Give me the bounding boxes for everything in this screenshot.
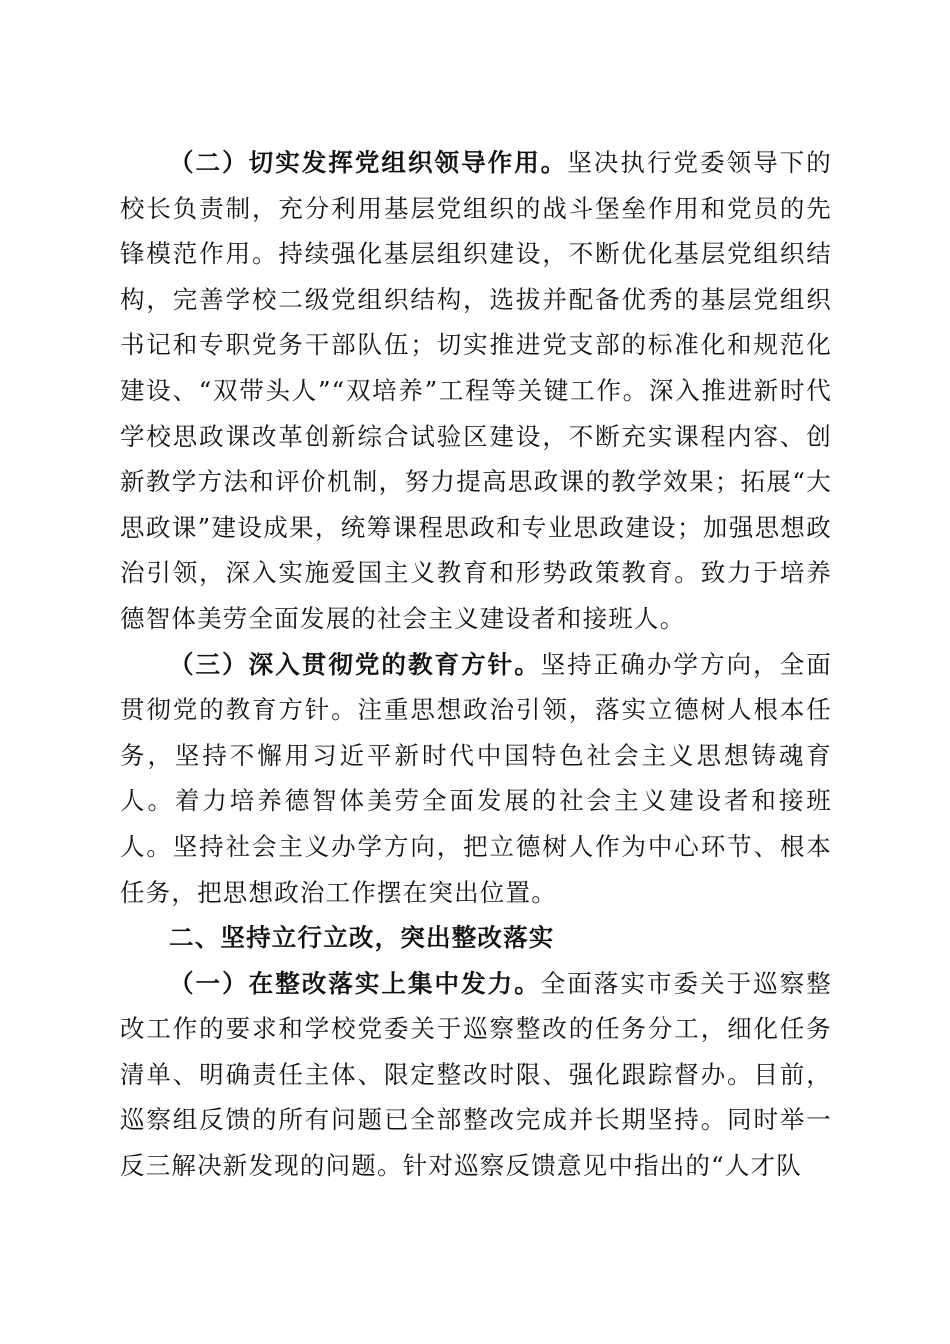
- section-heading: 二、坚持立行立改，突出整改落实: [169, 923, 555, 953]
- paragraph-lead: （三）深入贯彻党的教育方针。: [169, 649, 541, 679]
- paragraph-text: 坚决执行党委领导下的校长负责制，充分利用基层党组织的战斗堡垒作用和党员的先锋模范作用。持续强化基层组织建设，不断优化基层党组织结构，完善学校二级党组织结构，选拔并配备优秀的基层党组织书记和专职党务干部队伍；切实推进党支部的标准化和规范化建设、“双带头人”“双培养”工程等关键工作。深入推进新时代学校思政课改革创新综合试验区建设，不断充实课程内容、创新教学方法和评价机制，努力提高思政课的教学效果；拓展“大思政课”建设成果，统筹课程思政和专业思政建设；加强思想政治引领，深入实施爱国主义教育和形势政策教育。致力于培养德智体美劳全面发展的社会主义建设者和接班人。: [120, 148, 832, 633]
- paragraph-section-3: [120, 642, 832, 916]
- paragraph-section-2: [120, 140, 832, 642]
- document-body: [120, 140, 832, 1189]
- paragraph-lead: （一）在整改落实上集中发力。: [169, 968, 541, 998]
- paragraph-lead: （二）切实发挥党组织领导作用。: [169, 148, 568, 177]
- paragraph-subsection-1: [120, 961, 832, 1189]
- paragraph-text: 全面落实市委关于巡察整改工作的要求和学校党委关于巡察整改的任务分工，细化任务清单、明确责任主体、限定整改时限、强化跟踪督办。目前，巡察组反馈的所有问题已全部整改完成并长期坚持。同时举一反三解决新发现的问题。针对巡察反馈意见中指出的“人才队: [120, 968, 832, 1181]
- paragraph-text: 坚持正确办学方向，全面贯彻党的教育方针。注重思想政治引领，落实立德树人根本任务，坚持不懈用习近平新时代中国特色社会主义思想铸魂育人。着力培养德智体美劳全面发展的社会主义建设者和接班人。坚持社会主义办学方向，把立德树人作为中心环节、根本任务，把思想政治工作摆在突出位置。: [120, 649, 832, 907]
